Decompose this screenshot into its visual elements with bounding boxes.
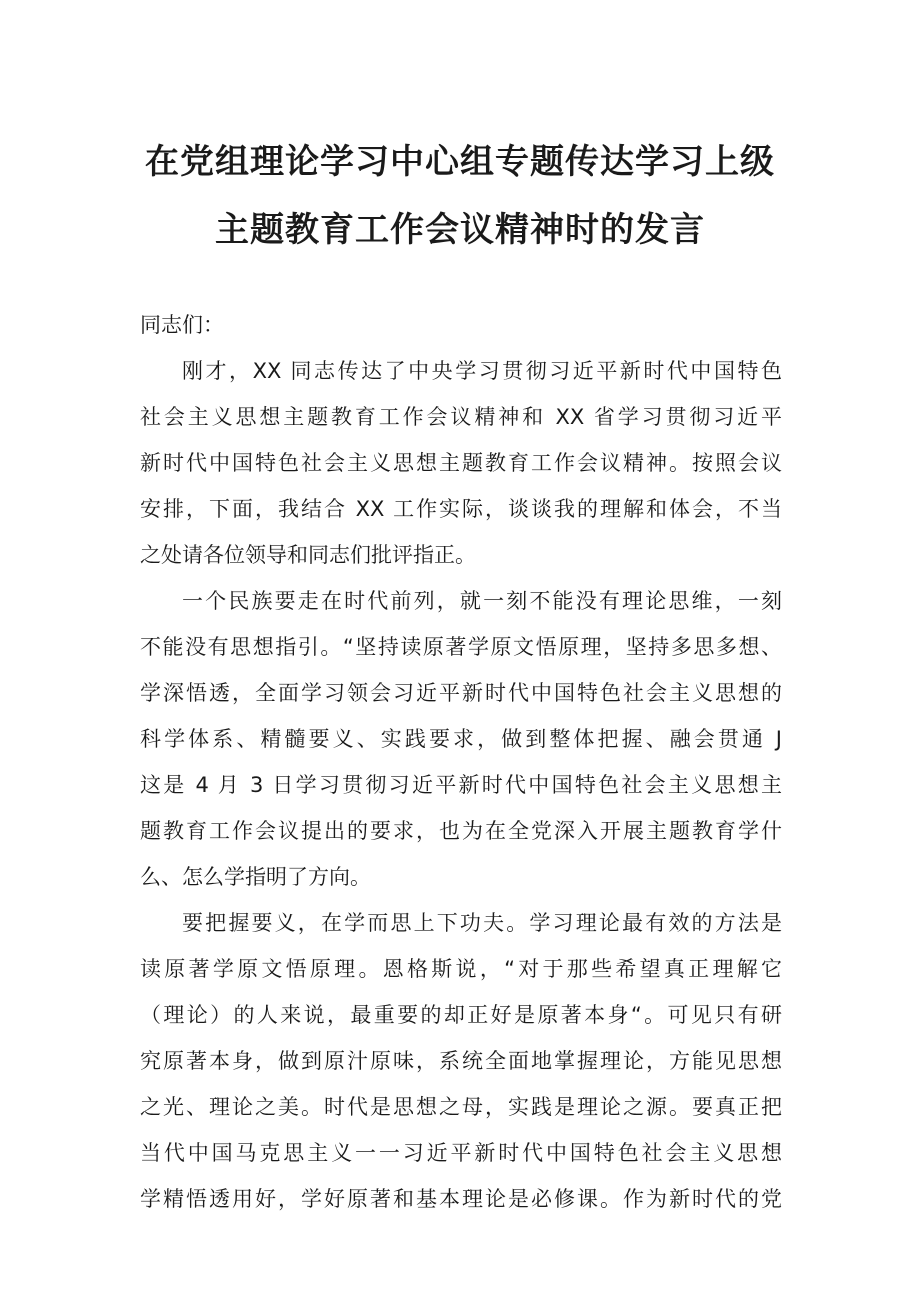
paragraph-1: [140, 348, 782, 578]
paragraph-line: 社会主义思想主题教育工作会议精神和 XX 省学习贯彻习近平: [140, 405, 782, 429]
paragraph-line: 之光、理论之美。时代是思想之母，实践是理论之源。要真正把: [140, 1095, 782, 1119]
document-title-line-1: 在党组理论学习中心组专题传达学习上级: [145, 142, 775, 182]
paragraph-line: 究原著本身，做到原汁原味，系统全面地掌握理论，方能见思想: [140, 1049, 782, 1073]
paragraph-line: 读原著学原文悟原理。恩格斯说，“对于那些希望真正理解它: [140, 957, 782, 981]
document-body: [140, 302, 782, 1222]
paragraph-line: 题教育工作会议提出的要求，也为在全党深入开展主题教育学什: [140, 819, 782, 843]
greeting: 同志们：: [140, 313, 224, 337]
paragraph-line: 不能没有思想指引。“坚持读原著学原文悟原理，坚持多思多想、: [140, 635, 782, 659]
paragraph-line: 这是 4 月 3 日学习贯彻习近平新时代中国特色社会主义思想主: [140, 773, 782, 797]
paragraph-line: 之处请各位领导和同志们批评指正。: [140, 543, 476, 567]
paragraph-line: （理论）的人来说，最重要的却正好是原著本身“。可见只有研: [140, 1003, 782, 1027]
paragraph-3: [140, 900, 782, 1222]
paragraph-2: [140, 578, 782, 900]
paragraph-line: 安排，下面，我结合 XX 工作实际，谈谈我的理解和体会，不当: [140, 497, 782, 521]
paragraph-line: 刚才，XX 同志传达了中央学习贯彻习近平新时代中国特色: [182, 359, 782, 383]
paragraph-line: 学精悟透用好，学好原著和基本理论是必修课。作为新时代的党: [140, 1187, 782, 1211]
paragraph-line: 么、怎么学指明了方向。: [140, 865, 371, 889]
paragraph-line: 新时代中国特色社会主义思想主题教育工作会议精神。按照会议: [140, 451, 782, 475]
paragraph-line: 要把握要义，在学而思上下功夫。学习理论最有效的方法是: [182, 911, 782, 935]
paragraph-line: 一个民族要走在时代前列，就一刻不能没有理论思维，一刻: [182, 589, 782, 613]
paragraph-line: 科学体系、精髓要义、实践要求，做到整体把握、融会贯通 J: [140, 727, 782, 751]
paragraph-line: 当代中国马克思主义一一习近平新时代中国特色社会主义思想: [140, 1141, 782, 1165]
paragraph-line: 学深悟透，全面学习领会习近平新时代中国特色社会主义思想的: [140, 681, 782, 705]
document-title-line-2: 主题教育工作会议精神时的发言: [215, 210, 705, 250]
